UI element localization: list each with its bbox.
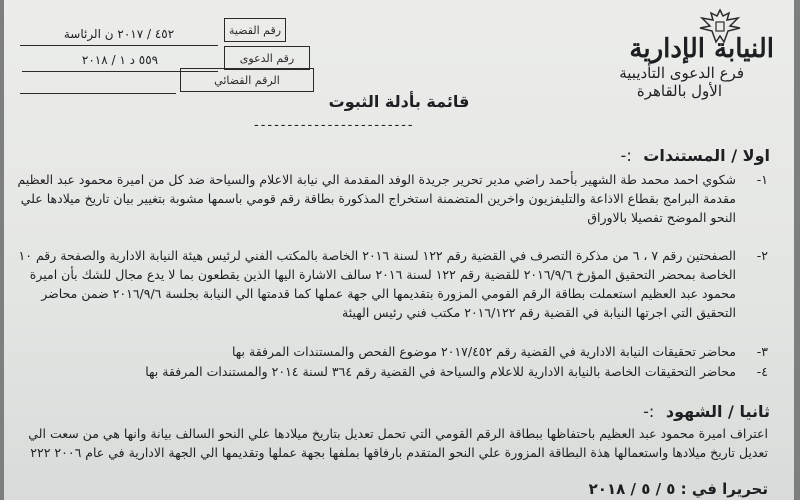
item-text: الصفحتين رقم ٧ ، ٦ من مذكرة التصرف في القضية رقم ١٢٢ لسنة ٢٠١٦ الخاصة بالمكتب الفني لرئيس هيئة النيابة الادارية والصفحة رقم ١٠ الخاصة بمحضر التحقيق المؤرخ ٢٠١٦/٩/٦ للقضية رقم ١٢٢ لسنة ٢٠١٦ سالف الاشارة اليها الذين يقطعون بما لا يدع مجال للشك بأن اميرة محمود عبد العظيم استعملت بطاقة الرقم القومي المزورة بتقديمها الي جهة عملها كما قدمتها الي النيابة بجلسة ٢٠١٦/٩/٦ ضمن محاضر التحقيق التي اجرتها النيابة في القضية رقم ٢٠١٦/١٢٢ مكتب فني رئيس الهيئة — [18, 248, 736, 320]
agency-name: النيابة الإدارية — [629, 34, 774, 64]
list-item — [8, 246, 768, 322]
list-item — [8, 362, 768, 381]
agency-header — [564, 34, 774, 100]
case-number-value: ٤٥٢ / ٢٠١٧ ن الرئاسة — [63, 26, 175, 41]
item-number: ١- — [756, 172, 768, 187]
section-documents-title: اولا / المستندات — [643, 146, 770, 165]
section-witnesses-title: ثانيا / الشهود — [665, 402, 770, 421]
lawsuit-number-value: ٥٥٩ د ١ / ٢٠١٨ — [81, 52, 159, 67]
title-divider: ------------------------ — [254, 118, 415, 133]
document-page — [4, 0, 794, 500]
witness-paragraph — [8, 424, 768, 462]
section-documents-suffix: :- — [620, 146, 632, 165]
case-number-value-box — [20, 22, 218, 46]
item-text: شكوي احمد محمد طة الشهير بأحمد راضي مدير تحرير جريدة الوفد المقدمة الي نيابة الاعلام والسياحة ضد كل من اميرة محمود عبد العظيم مقدمة البرامج بقطاع الاذاعة والتليفزيون واخرين المتضمنة استخراج المذكورة بطاقة رقم قومي باسمها مشوبة بتغيير بيان تاريخ ميلادها علي النحو الموضح تفصيلا بالاوراق — [17, 172, 736, 225]
list-item — [8, 170, 768, 227]
branch-line-2: الأول بالقاهرة — [636, 82, 722, 100]
branch-line-1: فرع الدعوى التأديبية — [619, 64, 744, 82]
item-number: ٣- — [756, 344, 768, 359]
item-number: ٢- — [756, 248, 768, 263]
judicial-number-label: الرقم القضائي — [214, 73, 280, 87]
item-text: محاضر تحقيقات النيابة الادارية في القضية رقم ٢٠١٧/٤٥٢ موضوع الفحص والمستندات المرفقة بها — [231, 344, 736, 359]
case-number-label-box — [224, 18, 286, 42]
list-item — [8, 342, 768, 361]
judicial-number-label-box — [180, 68, 314, 92]
lawsuit-number-label-box — [224, 46, 310, 70]
document-date: تحريرا في : ٥ / ٥ / ٢٠١٨ — [588, 480, 768, 498]
item-text: محاضر التحقيقات الخاصة بالنيابة الادارية للاعلام والسياحة في القضية رقم ٣٦٤ لسنة ٢٠١٤ والمستندات المرفقة بها — [145, 364, 736, 379]
item-number: ٤- — [756, 364, 768, 379]
case-number-label: رقم القضية — [228, 23, 282, 37]
witness-text: اعتراف اميرة محمود عبد العظيم باحتفاظها ببطاقة الرقم القومي التي تحمل تعديل بتاريخ ميلادها علي النحو السالف بيانة وانها هي من سعت الي تعديل تاريخ ميلادها واستعمالها هذة البطاقة المزورة علي النحو المتقدم بارفاقها بملفها بجهة عملها وتقديمها الي الجهة الادارية في عام ٢٠٠٦ ٢٢٢ — [28, 426, 768, 460]
document-title: قائمة بأدلة الثبوت — [328, 92, 470, 111]
section-witnesses-suffix: :- — [643, 402, 655, 421]
lawsuit-number-label: رقم الدعوى — [239, 51, 295, 65]
section-documents-heading — [621, 146, 770, 165]
judicial-number-value-box — [20, 70, 176, 94]
section-witnesses-heading — [643, 402, 770, 421]
